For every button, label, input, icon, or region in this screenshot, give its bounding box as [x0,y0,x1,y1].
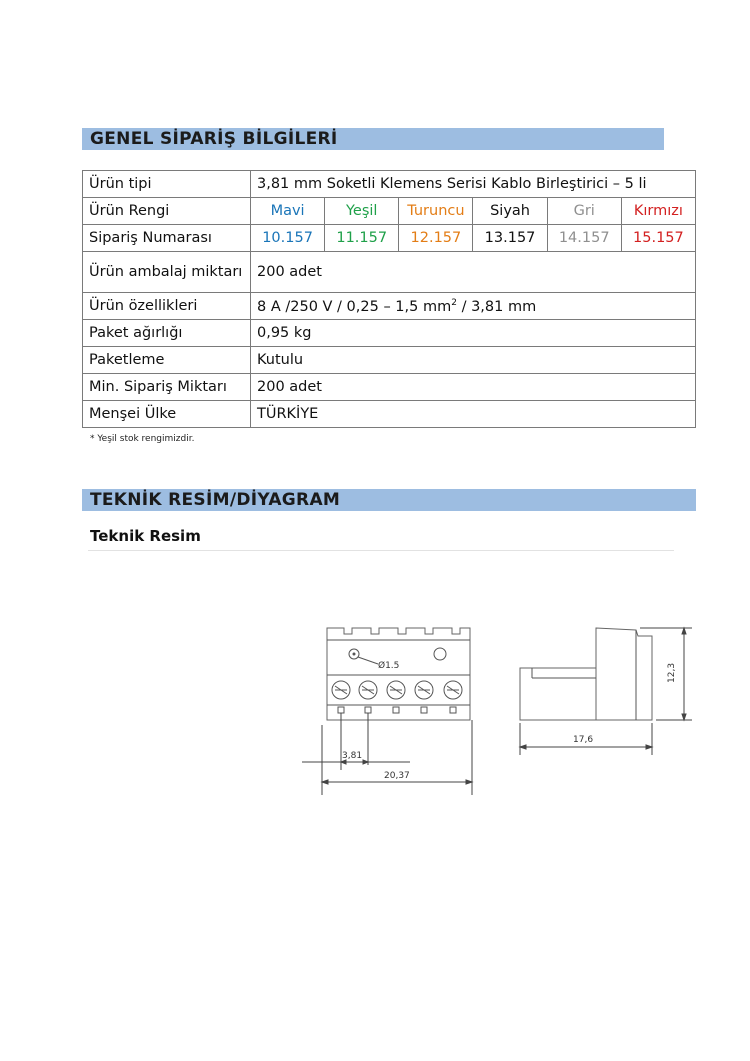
order-number-cell: 14.157 [547,225,621,252]
terminal-screw-icon [332,681,350,699]
table-row [83,347,696,374]
divider [88,550,674,551]
technical-drawing-subtitle: Teknik Resim [90,527,201,545]
order-number-cell: 11.157 [325,225,399,252]
table-row [83,225,696,252]
packaging-value: Kutulu [251,347,696,374]
terminal-screw-icon [359,681,377,699]
product-type-label: Ürün tipi [83,171,251,198]
packaging-label: Paketleme [83,347,251,374]
color-label: Ürün Rengi [83,198,251,225]
color-name-cell: Siyah [473,198,547,225]
min-order-label: Min. Sipariş Miktarı [83,374,251,401]
package-qty-value: 200 adet [251,252,696,293]
total-width-dimension-label: 20,37 [384,771,410,781]
origin-value: TÜRKİYE [251,401,696,428]
order-number-cell: 15.157 [621,225,695,252]
order-number-cell: 10.157 [251,225,325,252]
origin-label: Menşei Ülke [83,401,251,428]
table-row [83,320,696,347]
terminal-screw-icon [415,681,433,699]
min-order-value: 200 adet [251,374,696,401]
features-value-superscript: 2 [451,297,457,308]
weight-label: Paket ağırlığı [83,320,251,347]
order-number-label: Sipariş Numarası [83,225,251,252]
side-dimensions [520,628,692,755]
table-row [83,198,696,225]
color-name-cell: Yeşil [325,198,399,225]
technical-drawing [300,620,700,800]
package-qty-label: Ürün ambalaj miktarı [83,252,251,293]
depth-dimension-label: 17,6 [573,735,594,745]
terminal-screw-icon [387,681,405,699]
table-row [83,252,696,293]
color-name-cell: Kırmızı [621,198,695,225]
order-info-table [82,170,696,428]
height-dimension-label: 12,3 [667,662,677,683]
table-row [83,401,696,428]
terminal-screw-icon [444,681,462,699]
features-label: Ürün özellikleri [83,293,251,320]
features-value [251,293,696,320]
features-value-text: 8 A /250 V / 0,25 – 1,5 mm [257,298,452,315]
table-row [83,374,696,401]
color-name-cell: Gri [547,198,621,225]
pitch-dimension-label: 3,81 [342,751,363,761]
features-value-text-tail: / 3,81 mm [456,298,537,315]
color-name-cell: Mavi [251,198,325,225]
side-view [520,628,652,720]
stock-color-note: * Yeşil stok rengimizdir. [90,434,195,444]
table-row [83,293,696,320]
order-number-cell: 13.157 [473,225,547,252]
table-row [83,171,696,198]
front-dimensions [302,713,472,795]
section-header-general-order-info: GENEL SİPARİŞ BİLGİLERİ [82,128,664,150]
product-type-value: 3,81 mm Soketli Klemens Serisi Kablo Birleştirici – 5 li [251,171,696,198]
weight-value: 0,95 kg [251,320,696,347]
color-name-cell: Turuncu [399,198,473,225]
front-view [327,628,470,720]
section-header-technical-drawing: TEKNİK RESİM/DİYAGRAM [82,489,696,511]
hole-diameter-label: Ø1.5 [378,661,400,671]
order-number-cell: 12.157 [399,225,473,252]
